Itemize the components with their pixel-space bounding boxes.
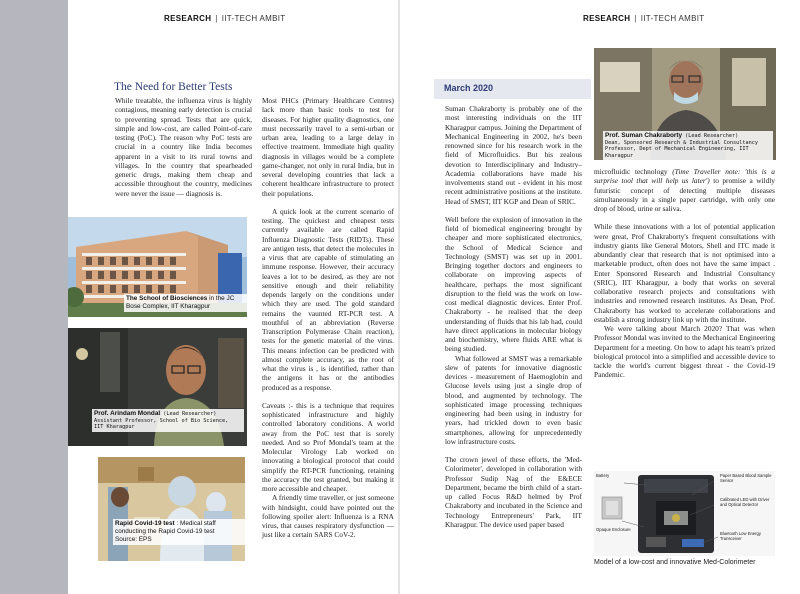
covid-test-image bbox=[98, 457, 245, 561]
paragraph: We were talking about March 2020? That was when Professor Mondal was invited to the Mechanical Engineering Department for a meeting. On how to adapt his team's prized biological protocol into a simplified and accessible device to tackle the world's current biggest threat - the Covid-19 Pandemic. bbox=[594, 324, 775, 380]
caption-line: Professor, Dept of Mechanical Engineering, IIT Kharagpur bbox=[605, 146, 749, 159]
label-battery: Battery bbox=[596, 473, 610, 478]
left-margin-bar bbox=[0, 0, 68, 594]
caption-role: (Lead Researcher) bbox=[682, 133, 739, 139]
caption-line: Assistant Professor, School of Bio Science, bbox=[94, 418, 229, 424]
caption-text: in the JC Bose Complex, IIT Kharagpur bbox=[126, 295, 235, 310]
figure-caption: Model of a low-cost and innovative Med-Colorimeter bbox=[594, 559, 756, 566]
paragraph: The crown jewel of these efforts, the 'Med-Colorimeter', developed in collaboration with Professor Sudip Nag of the E&ECE Department, became the birth child of a start-up called Focus R&D helmed by Prof Chakraborty and incubated in the Science and Technology Entrepreneurs' Park, IIT Kharagpur. The device used paper based bbox=[445, 455, 582, 529]
caption-title: The School of Biosciences bbox=[126, 295, 208, 302]
photo-caption bbox=[603, 131, 773, 160]
section-heading: The Need for Better Tests bbox=[114, 81, 233, 93]
photo-caption bbox=[124, 294, 248, 312]
label-paper-sensor: Paper Based Blood Sample Sensor bbox=[720, 473, 772, 483]
left-column-2 bbox=[262, 96, 394, 540]
photo-caption bbox=[92, 409, 244, 432]
caption-source: Source: EPS bbox=[115, 536, 152, 543]
paragraph: While treatable, the influenza virus is highly contagious, meaning early detection is crucial to preventing spread. Tests that are quick, simple and low-cost, are called Point-of-care testing (PoC). The reason why PoC tests are crucial in a country like India becomes apparent in a visit to its rural towns and villages. In the country that spearheaded generic drugs, making them cheap and accessible throughout the country, medicines were never the issue — diagnosis is. bbox=[115, 96, 252, 198]
paragraph: Most PHCs (Primary Healthcare Centres) lack more than basic tools to test for diseases. For higher quality diagnostics, one must necessarily travel to a semi-urban or urban area, leading to a large delay in effective treatment. Immediate high quality diagnosis in villages would be a complete game-changer, not only in rural India, but in several developing countries that lack a coherent healthcare infrastructure to protect their populations. bbox=[262, 96, 394, 198]
time-traveller-note: (Time Traveller note: 'this is a surprise tool that will help us later') bbox=[594, 167, 775, 186]
header-section: RESEARCH bbox=[164, 14, 212, 23]
right-column-2 bbox=[594, 167, 775, 380]
paragraph: Well before the explosion of innovation in the field of biomedical engineering brought by cheaper and more sophisticated electronics, the School of Medical Science and Technology (SMST) was set up in 2001. Bringing together doctors and engineers to collaborate on improving aspects of healthcare, perhaps the most significant disruption to the field was the work on low-cost medical diagnostic devices. Enter Prof. Chakraborty - he realised that the deep understanding of fluids that his lab had, could have direct applications in molecular biology and biochemistry, where fluids ARE what is being studied. bbox=[445, 214, 582, 354]
paragraph: What followed at SMST was a remarkable slew of patents for innovative diagnostic devices - measurement of Haemoglobin and Glucose levels using just a single drop of blood, and augmented by technology. The sophisticated image processing techniques engineering had been using in industry for years, had trickled down to even basic smartphones, allowing for unprecedentedly low infrastructure costs. bbox=[445, 353, 582, 446]
device-diagram bbox=[594, 471, 775, 556]
header-section: RESEARCH bbox=[583, 14, 631, 23]
caption-role: (Lead Researcher) bbox=[160, 411, 217, 417]
photo-caption bbox=[113, 519, 245, 545]
caption-line: Dean, Sponsored Research & Industrial Consultancy bbox=[605, 140, 759, 146]
paragraph: Suman Chakraborty is probably one of the most interesting individuals on the IIT Kharagpur campus. Joining the Department of Mechanical Engineering in 2002, he's been renowned since for his research work in the field of Microfluidics. But his zealous devotion to Interdisciplinary and Industry–Academia collaborations have made his involvements stand out - evident in his most recent administrative positions at the institute. Head of SMST, IIT KGP and Dean of SRIC. bbox=[445, 104, 582, 206]
header-separator: | bbox=[634, 14, 637, 23]
right-column-1 bbox=[445, 104, 582, 529]
paragraph: While these innovations with a lot of potential application were great, Prof Chakraborty's frequent consultations with industry giants like General Motors, Shell and ITC made it abundantly clear that research that is not optimised into a marketable product, often does not have the same impact . Enter Sponsored Research and Industrial Consultancy (SRIC), IIT Kharagpur, a body that works on several collaborative research projects and consultations with industries and renowned research institutes. As Dean, Prof. Chakraborty has worked to accelerate collaborations and establish a strong industry link up with the institute. bbox=[594, 222, 775, 324]
label-opaque-enclosure: Opaque Enclosure bbox=[596, 527, 631, 532]
caption-text: : Medical staff conducting the Rapid Covid-19 test bbox=[115, 520, 216, 535]
paragraph: A friendly time traveller, or just someone with hindsight, could have pointed out the following spoiler alert: Influenza is a RNA virus, that causes respiratory dysfunction — just like a certain SARS CoV-2. bbox=[262, 493, 394, 540]
text-span: to promise a wildly futuristic concept of detecting multiple diseases simultaneously in a single paper cartridge, with only one drop of blood, urine or saliva. bbox=[594, 176, 775, 213]
caption-name: Prof. Suman Chakraborty bbox=[605, 132, 683, 139]
header-publication: IIT-TECH AMBIT bbox=[640, 14, 705, 23]
caption-name: Prof. Arindam Mondal bbox=[94, 410, 161, 417]
label-bluetooth: Bluetooth Low Energy Transceiver bbox=[720, 531, 761, 541]
text-span: microfluidic technology bbox=[594, 167, 673, 176]
paragraph: A quick look at the current scenario of testing. The quickest and cheapest tests currently available are called Rapid Influenza Diagnostic Tests (RIDTs). These are antigen tests, that detect the molecules in a virus that are capable of stimulating an immune response. However, their accuracy leaves a lot to be desired, as they are not sensitive enough and their reliability depends largely on the conditions under which they are used. The gold standard remains the vaunted RT-PCR test. A mouthful of an abbreviation (Reverse Transcription Polymerase Chain reaction), tests for the genetic material of the virus. This means infection can be predicted with almost complete accuracy, as the root of what the virus is , is identified, rather than the antigens it has or the antibodies produced as a response. bbox=[262, 206, 394, 392]
paragraph: Caveats :- this is a technique that requires sophisticated infrastructure and highly controlled laboratory conditions. A world away from the PoC test that is sorely needed. And so Prof Mondal's team at the Molecular Virology Lab worked on innovating a biological protocol that could simplify the RT-PCR functioning, retaining the accuracy the test granted, but making it more accessible and cheaper. bbox=[262, 400, 394, 493]
paragraph bbox=[594, 167, 775, 213]
left-column-1 bbox=[115, 96, 252, 198]
page-spine bbox=[398, 0, 400, 594]
header-separator: | bbox=[215, 14, 218, 23]
left-page-header bbox=[164, 14, 285, 23]
caption-title: Rapid Covid-19 test bbox=[115, 520, 175, 527]
caption-line: IIT Kharagpur bbox=[94, 424, 135, 431]
label-led-detector: Calibrated LED with Driver and Optical Detector bbox=[720, 497, 770, 507]
med-colorimeter-figure bbox=[594, 471, 775, 556]
covid-test-photo bbox=[98, 457, 245, 561]
right-page-header bbox=[583, 14, 704, 23]
section-heading: March 2020 bbox=[444, 83, 494, 93]
header-publication: IIT-TECH AMBIT bbox=[221, 14, 286, 23]
